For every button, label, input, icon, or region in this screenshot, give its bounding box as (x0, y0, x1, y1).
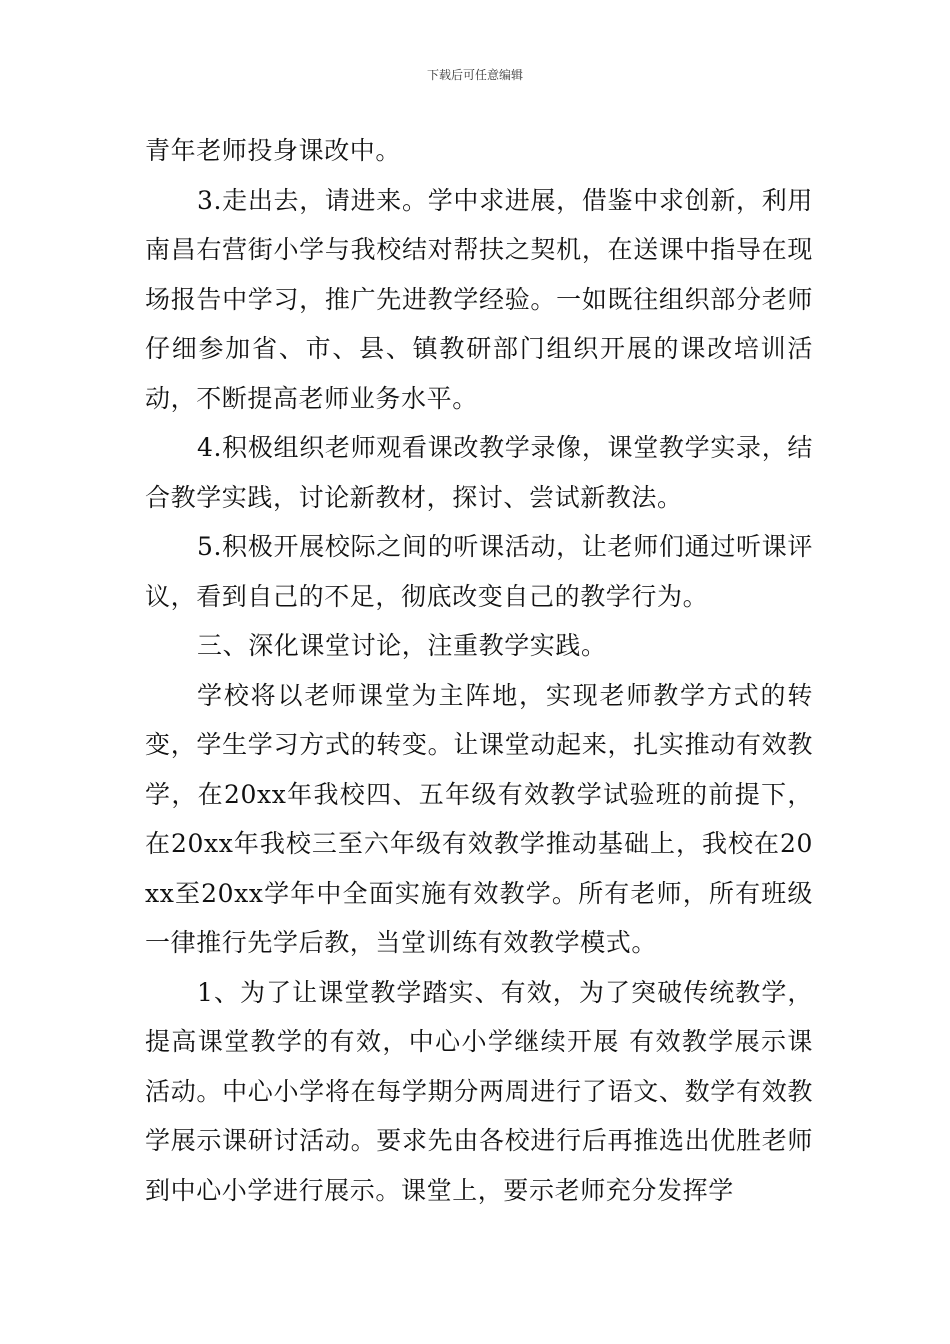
page-header: 下载后可任意编辑 (426, 68, 523, 82)
paragraph-2: 3.走出去，请进来。学中求进展，借鉴中求创新，利用南昌右营街小学与我校结对帮扶之契机，在送课中指导在现场报告中学习，推广先进教学经验。一如既往组织部分老师仔细参加省、市、县、镇教研部门组织开展的课改培训活动，不断提高老师业务水平。 (145, 185, 813, 413)
paragraph-3: 4.积极组织老师观看课改教学录像，课堂教学实录，结合教学实践，讨论新教材，探讨、尝试新教法。 (145, 433, 813, 512)
paragraph-4: 5.积极开展校际之间的听课活动，让老师们通过听课评议，看到自己的不足，彻底改变自己的教学行为。 (145, 532, 813, 611)
paragraph-1: 青年老师投身课改中。 (145, 136, 402, 165)
section-heading: 三、深化课堂讨论，注重教学实践。 (197, 631, 607, 660)
paragraph-6: 学校将以老师课堂为主阵地，实现老师教学方式的转变，学生学习方式的转变。让课堂动起来，扎实推动有效教学，在20xx年我校四、五年级有效教学试验班的前提下，在20xx年我校三至六年级有效教学推动基础上，我校在20xx至20xx学年中全面实施有效教学。所有老师，所有班级一律推行先学后教，当堂训练有效教学模式。 (145, 680, 813, 957)
paragraph-7: 1、为了让课堂教学踏实、有效，为了突破传统教学，提高课堂教学的有效，中心小学继续开展 有效教学展示课活动。中心小学将在每学期分两周进行了语文、数学有效教学展示课研讨活动。要求先由各校进行后再推选出优胜老师到中心小学进行展示。课堂上，要示老师充分发挥学 (145, 977, 813, 1205)
document-body (145, 126, 813, 1215)
